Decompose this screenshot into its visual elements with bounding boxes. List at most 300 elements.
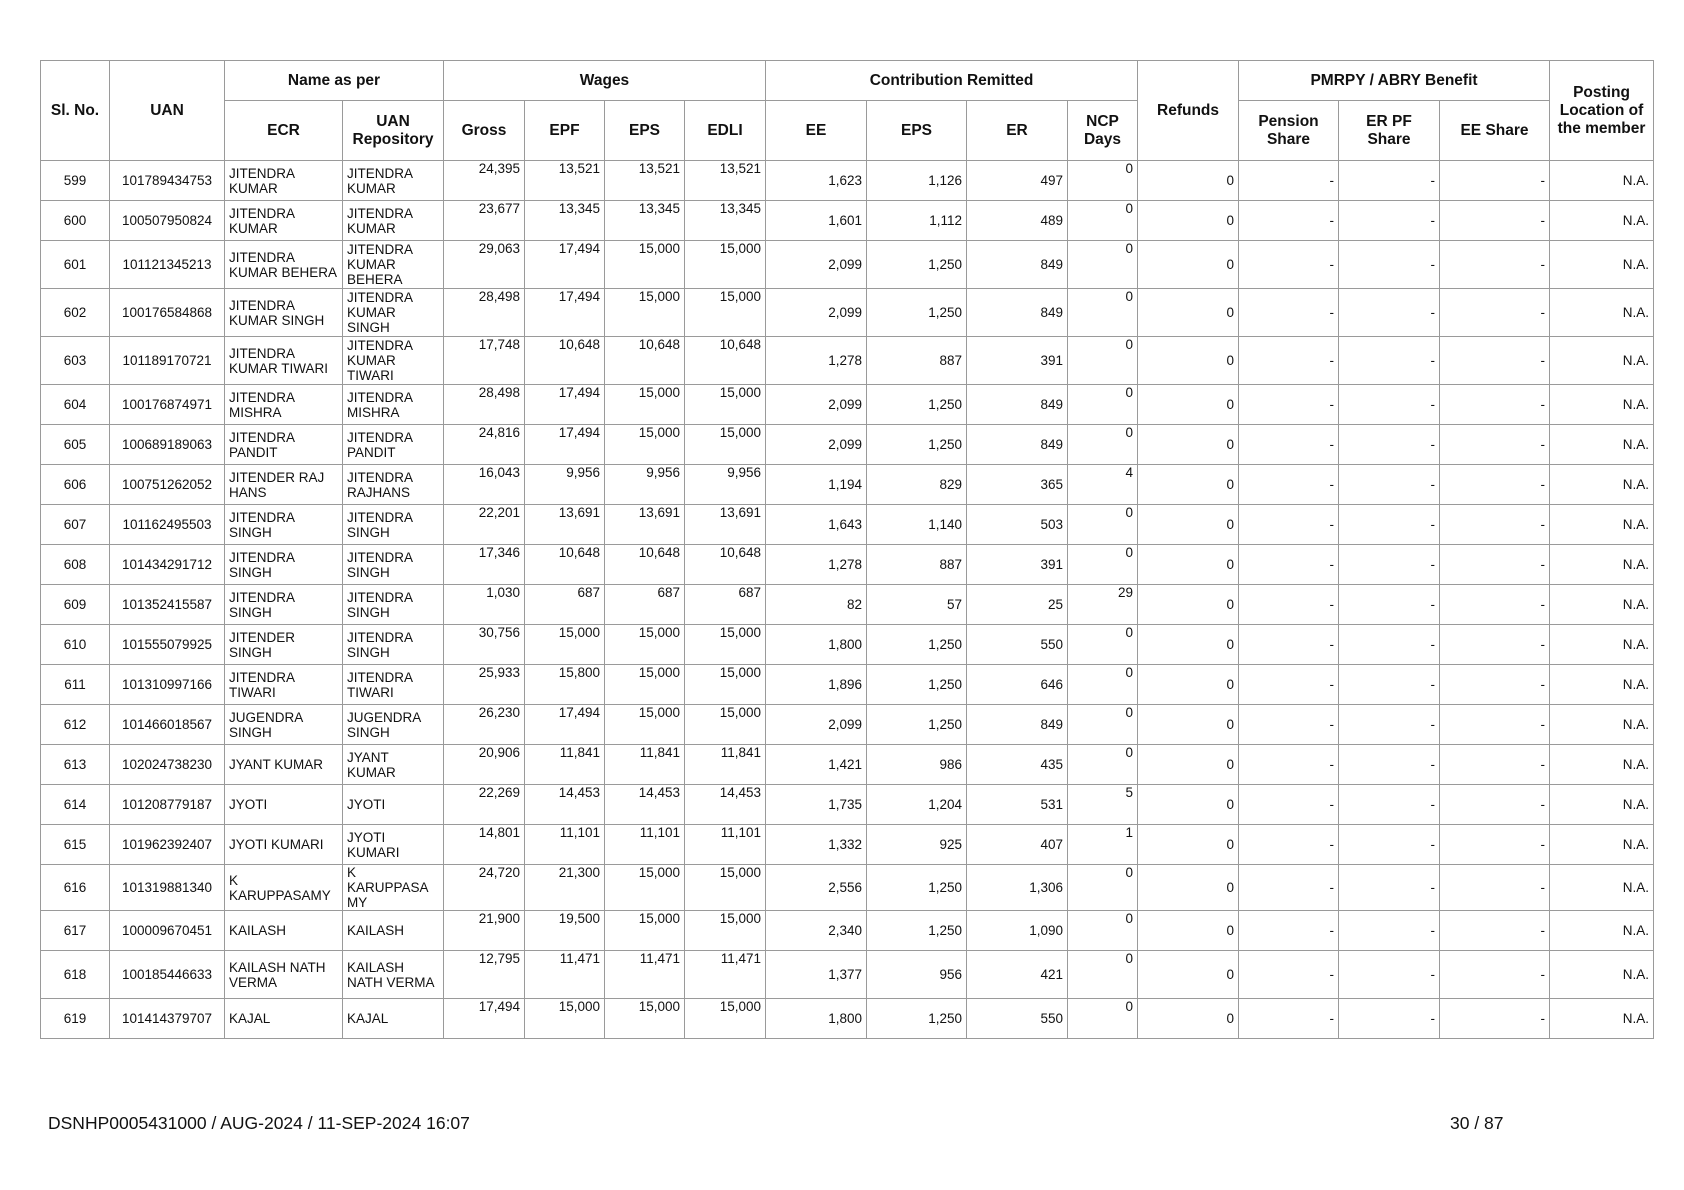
- gross-cell: 16,043: [444, 465, 525, 505]
- ee-share-cell: -: [1440, 465, 1550, 505]
- epf-cell: 21,300: [525, 865, 605, 911]
- ncp-days-cell: 0: [1068, 505, 1138, 545]
- refunds-cell: 0: [1138, 911, 1239, 951]
- epf-cell: 11,471: [525, 951, 605, 999]
- ncp-days-cell: 0: [1068, 161, 1138, 201]
- gross-cell: 23,677: [444, 201, 525, 241]
- refunds-cell: 0: [1138, 825, 1239, 865]
- epf-cell: 15,000: [525, 625, 605, 665]
- gross-cell: 17,748: [444, 337, 525, 385]
- uan-repository-name-cell: JITENDRA KUMAR TIWARI: [343, 337, 444, 385]
- edli-cell: 15,000: [685, 385, 766, 425]
- posting-location-cell: N.A.: [1550, 585, 1654, 625]
- ncp-days-cell: 0: [1068, 865, 1138, 911]
- contribution-table: [40, 60, 1654, 1039]
- edli-cell: 10,648: [685, 337, 766, 385]
- er-pf-share-cell: -: [1339, 425, 1440, 465]
- posting-location-cell: N.A.: [1550, 785, 1654, 825]
- er-cell: 365: [967, 465, 1068, 505]
- pension-share-cell: -: [1239, 201, 1339, 241]
- ee-cell: 1,800: [766, 999, 867, 1039]
- document-reference: DSNHP0005431000 / AUG-2024 / 11-SEP-2024 16:07: [48, 1113, 470, 1133]
- table-row: [41, 705, 1654, 745]
- uan-cell: 101319881340: [110, 865, 225, 911]
- ncp-days-cell: 0: [1068, 911, 1138, 951]
- ecr-name-cell: JUGENDRA SINGH: [225, 705, 343, 745]
- epf-cell: 17,494: [525, 425, 605, 465]
- posting-location-cell: N.A.: [1550, 289, 1654, 337]
- uan-repository-name-cell: JITENDRA SINGH: [343, 505, 444, 545]
- ecr-name-cell: KAILASH NATH VERMA: [225, 951, 343, 999]
- refunds-cell: 0: [1138, 865, 1239, 911]
- eps-cell: 15,000: [605, 705, 685, 745]
- uan-cell: 100507950824: [110, 201, 225, 241]
- pension-share-cell: -: [1239, 705, 1339, 745]
- edli-cell: 15,000: [685, 665, 766, 705]
- uan-cell: 101208779187: [110, 785, 225, 825]
- pension-share-cell: -: [1239, 999, 1339, 1039]
- posting-location-cell: N.A.: [1550, 465, 1654, 505]
- ecr-name-cell: JYOTI KUMARI: [225, 825, 343, 865]
- er-pf-share-cell: -: [1339, 161, 1440, 201]
- uan-repository-name-cell: JYOTI KUMARI: [343, 825, 444, 865]
- contribution-eps-cell: 1,126: [867, 161, 967, 201]
- gross-cell: 14,801: [444, 825, 525, 865]
- posting-location-cell: N.A.: [1550, 201, 1654, 241]
- ee-cell: 2,099: [766, 385, 867, 425]
- ncp-days-cell: 0: [1068, 289, 1138, 337]
- header-eps: EPS: [605, 101, 685, 161]
- ee-cell: 82: [766, 585, 867, 625]
- contribution-eps-cell: 956: [867, 951, 967, 999]
- edli-cell: 11,841: [685, 745, 766, 785]
- ecr-name-cell: JITENDRA KUMAR: [225, 201, 343, 241]
- ee-share-cell: -: [1440, 785, 1550, 825]
- ncp-days-cell: 0: [1068, 385, 1138, 425]
- uan-repository-name-cell: JITENDRA KUMAR: [343, 201, 444, 241]
- er-pf-share-cell: -: [1339, 951, 1440, 999]
- epf-cell: 14,453: [525, 785, 605, 825]
- posting-location-cell: N.A.: [1550, 825, 1654, 865]
- er-pf-share-cell: -: [1339, 337, 1440, 385]
- uan-cell: 101162495503: [110, 505, 225, 545]
- er-pf-share-cell: -: [1339, 745, 1440, 785]
- ecr-name-cell: JITENDRA KUMAR BEHERA: [225, 241, 343, 289]
- uan-repository-name-cell: JITENDRA SINGH: [343, 545, 444, 585]
- sl-no-cell: 603: [41, 337, 110, 385]
- posting-location-cell: N.A.: [1550, 705, 1654, 745]
- uan-cell: 101189170721: [110, 337, 225, 385]
- er-cell: 646: [967, 665, 1068, 705]
- eps-cell: 15,000: [605, 665, 685, 705]
- epf-cell: 11,101: [525, 825, 605, 865]
- ncp-days-cell: 0: [1068, 545, 1138, 585]
- header-epf: EPF: [525, 101, 605, 161]
- er-pf-share-cell: -: [1339, 865, 1440, 911]
- pension-share-cell: -: [1239, 545, 1339, 585]
- pension-share-cell: -: [1239, 785, 1339, 825]
- ee-share-cell: -: [1440, 825, 1550, 865]
- er-pf-share-cell: -: [1339, 201, 1440, 241]
- ee-cell: 2,556: [766, 865, 867, 911]
- epf-cell: 15,000: [525, 999, 605, 1039]
- contribution-eps-cell: 1,250: [867, 289, 967, 337]
- uan-repository-name-cell: JITENDRA SINGH: [343, 585, 444, 625]
- edli-cell: 15,000: [685, 425, 766, 465]
- ee-cell: 2,099: [766, 289, 867, 337]
- uan-repository-name-cell: JITENDRA RAJHANS: [343, 465, 444, 505]
- uan-cell: 101121345213: [110, 241, 225, 289]
- contribution-eps-cell: 1,250: [867, 705, 967, 745]
- ee-cell: 1,800: [766, 625, 867, 665]
- er-cell: 550: [967, 625, 1068, 665]
- table-row: [41, 289, 1654, 337]
- refunds-cell: 0: [1138, 241, 1239, 289]
- uan-cell: 100176874971: [110, 385, 225, 425]
- gross-cell: 22,269: [444, 785, 525, 825]
- table-row: [41, 745, 1654, 785]
- header-uan-repository: UAN Repository: [343, 101, 444, 161]
- gross-cell: 17,346: [444, 545, 525, 585]
- sl-no-cell: 605: [41, 425, 110, 465]
- header-ncp-days: NCP Days: [1068, 101, 1138, 161]
- header-uan: UAN: [110, 61, 225, 161]
- ecr-name-cell: JITENDRA TIWARI: [225, 665, 343, 705]
- header-name-as-per: Name as per: [225, 61, 444, 101]
- uan-repository-name-cell: K KARUPPASA MY: [343, 865, 444, 911]
- er-pf-share-cell: -: [1339, 665, 1440, 705]
- er-pf-share-cell: -: [1339, 705, 1440, 745]
- header-ecr: ECR: [225, 101, 343, 161]
- er-pf-share-cell: -: [1339, 545, 1440, 585]
- sl-no-cell: 612: [41, 705, 110, 745]
- header-posting-location: Posting Location of the member: [1550, 61, 1654, 161]
- table-row: [41, 951, 1654, 999]
- edli-cell: 15,000: [685, 241, 766, 289]
- gross-cell: 20,906: [444, 745, 525, 785]
- sl-no-cell: 613: [41, 745, 110, 785]
- er-pf-share-cell: -: [1339, 465, 1440, 505]
- uan-repository-name-cell: JITENDRA PANDIT: [343, 425, 444, 465]
- ncp-days-cell: 0: [1068, 665, 1138, 705]
- er-cell: 849: [967, 385, 1068, 425]
- epf-cell: 17,494: [525, 289, 605, 337]
- posting-location-cell: N.A.: [1550, 951, 1654, 999]
- eps-cell: 14,453: [605, 785, 685, 825]
- eps-cell: 10,648: [605, 545, 685, 585]
- edli-cell: 15,000: [685, 911, 766, 951]
- ecr-name-cell: JITENDRA SINGH: [225, 505, 343, 545]
- posting-location-cell: N.A.: [1550, 545, 1654, 585]
- uan-cell: 101310997166: [110, 665, 225, 705]
- uan-cell: 101962392407: [110, 825, 225, 865]
- ee-cell: 1,421: [766, 745, 867, 785]
- sl-no-cell: 616: [41, 865, 110, 911]
- contribution-eps-cell: 1,250: [867, 999, 967, 1039]
- header-er: ER: [967, 101, 1068, 161]
- ncp-days-cell: 0: [1068, 425, 1138, 465]
- contribution-eps-cell: 1,250: [867, 241, 967, 289]
- ncp-days-cell: 0: [1068, 201, 1138, 241]
- ecr-name-cell: JITENDRA PANDIT: [225, 425, 343, 465]
- eps-cell: 15,000: [605, 625, 685, 665]
- pension-share-cell: -: [1239, 745, 1339, 785]
- gross-cell: 25,933: [444, 665, 525, 705]
- edli-cell: 11,471: [685, 951, 766, 999]
- uan-repository-name-cell: JITENDRA SINGH: [343, 625, 444, 665]
- pension-share-cell: -: [1239, 337, 1339, 385]
- pension-share-cell: -: [1239, 241, 1339, 289]
- contribution-eps-cell: 1,250: [867, 665, 967, 705]
- edli-cell: 13,521: [685, 161, 766, 201]
- ee-share-cell: -: [1440, 705, 1550, 745]
- epf-cell: 10,648: [525, 337, 605, 385]
- table-row: [41, 385, 1654, 425]
- epf-cell: 687: [525, 585, 605, 625]
- eps-cell: 15,000: [605, 385, 685, 425]
- gross-cell: 28,498: [444, 385, 525, 425]
- contribution-eps-cell: 1,250: [867, 911, 967, 951]
- edli-cell: 10,648: [685, 545, 766, 585]
- page-number: 30 / 87: [1450, 1113, 1504, 1133]
- ee-cell: 2,099: [766, 425, 867, 465]
- header-sl-no: Sl. No.: [41, 61, 110, 161]
- gross-cell: 24,816: [444, 425, 525, 465]
- er-cell: 849: [967, 705, 1068, 745]
- contribution-eps-cell: 887: [867, 545, 967, 585]
- sl-no-cell: 614: [41, 785, 110, 825]
- sl-no-cell: 617: [41, 911, 110, 951]
- epf-cell: 15,800: [525, 665, 605, 705]
- eps-cell: 9,956: [605, 465, 685, 505]
- ee-share-cell: -: [1440, 241, 1550, 289]
- epf-cell: 17,494: [525, 241, 605, 289]
- gross-cell: 28,498: [444, 289, 525, 337]
- pension-share-cell: -: [1239, 505, 1339, 545]
- gross-cell: 17,494: [444, 999, 525, 1039]
- ee-cell: 1,377: [766, 951, 867, 999]
- gross-cell: 21,900: [444, 911, 525, 951]
- uan-repository-name-cell: JITENDRA KUMAR SINGH: [343, 289, 444, 337]
- uan-repository-name-cell: KAJAL: [343, 999, 444, 1039]
- er-cell: 407: [967, 825, 1068, 865]
- er-pf-share-cell: -: [1339, 505, 1440, 545]
- er-cell: 550: [967, 999, 1068, 1039]
- ee-cell: 1,643: [766, 505, 867, 545]
- table-row: [41, 825, 1654, 865]
- uan-cell: 101555079925: [110, 625, 225, 665]
- posting-location-cell: N.A.: [1550, 161, 1654, 201]
- gross-cell: 22,201: [444, 505, 525, 545]
- ee-share-cell: -: [1440, 625, 1550, 665]
- uan-repository-name-cell: JYANT KUMAR: [343, 745, 444, 785]
- contribution-eps-cell: 1,204: [867, 785, 967, 825]
- pension-share-cell: -: [1239, 425, 1339, 465]
- table-body: [41, 161, 1654, 1039]
- eps-cell: 15,000: [605, 241, 685, 289]
- er-cell: 849: [967, 241, 1068, 289]
- ee-share-cell: -: [1440, 745, 1550, 785]
- ncp-days-cell: 0: [1068, 745, 1138, 785]
- uan-repository-name-cell: JYOTI: [343, 785, 444, 825]
- edli-cell: 9,956: [685, 465, 766, 505]
- ecr-name-cell: KAILASH: [225, 911, 343, 951]
- ee-share-cell: -: [1440, 545, 1550, 585]
- header-edli: EDLI: [685, 101, 766, 161]
- ee-cell: 1,735: [766, 785, 867, 825]
- contribution-eps-cell: 1,250: [867, 625, 967, 665]
- uan-cell: 101352415587: [110, 585, 225, 625]
- gross-cell: 1,030: [444, 585, 525, 625]
- refunds-cell: 0: [1138, 999, 1239, 1039]
- edli-cell: 15,000: [685, 625, 766, 665]
- posting-location-cell: N.A.: [1550, 505, 1654, 545]
- header-wages: Wages: [444, 61, 766, 101]
- table-row: [41, 785, 1654, 825]
- refunds-cell: 0: [1138, 705, 1239, 745]
- er-cell: 391: [967, 337, 1068, 385]
- er-cell: 435: [967, 745, 1068, 785]
- posting-location-cell: N.A.: [1550, 911, 1654, 951]
- uan-cell: 101789434753: [110, 161, 225, 201]
- table-row: [41, 505, 1654, 545]
- refunds-cell: 0: [1138, 465, 1239, 505]
- epf-cell: 11,841: [525, 745, 605, 785]
- pension-share-cell: -: [1239, 465, 1339, 505]
- ecr-name-cell: JITENDER RAJ HANS: [225, 465, 343, 505]
- gross-cell: 24,720: [444, 865, 525, 911]
- er-cell: 1,306: [967, 865, 1068, 911]
- refunds-cell: 0: [1138, 385, 1239, 425]
- table-row: [41, 337, 1654, 385]
- uan-repository-name-cell: JITENDRA KUMAR: [343, 161, 444, 201]
- er-pf-share-cell: -: [1339, 911, 1440, 951]
- pension-share-cell: -: [1239, 385, 1339, 425]
- edli-cell: 15,000: [685, 705, 766, 745]
- gross-cell: 26,230: [444, 705, 525, 745]
- ncp-days-cell: 5: [1068, 785, 1138, 825]
- uan-cell: 100689189063: [110, 425, 225, 465]
- uan-cell: 101466018567: [110, 705, 225, 745]
- er-pf-share-cell: -: [1339, 999, 1440, 1039]
- er-cell: 25: [967, 585, 1068, 625]
- epf-cell: 13,691: [525, 505, 605, 545]
- contribution-eps-cell: 57: [867, 585, 967, 625]
- sl-no-cell: 615: [41, 825, 110, 865]
- er-cell: 531: [967, 785, 1068, 825]
- refunds-cell: 0: [1138, 625, 1239, 665]
- ee-cell: 2,099: [766, 705, 867, 745]
- header-contribution-eps: EPS: [867, 101, 967, 161]
- edli-cell: 13,691: [685, 505, 766, 545]
- posting-location-cell: N.A.: [1550, 665, 1654, 705]
- refunds-cell: 0: [1138, 585, 1239, 625]
- table-row: [41, 465, 1654, 505]
- er-pf-share-cell: -: [1339, 241, 1440, 289]
- table-row: [41, 585, 1654, 625]
- ee-share-cell: -: [1440, 425, 1550, 465]
- eps-cell: 11,471: [605, 951, 685, 999]
- epf-cell: 10,648: [525, 545, 605, 585]
- eps-cell: 10,648: [605, 337, 685, 385]
- refunds-cell: 0: [1138, 161, 1239, 201]
- eps-cell: 13,691: [605, 505, 685, 545]
- sl-no-cell: 608: [41, 545, 110, 585]
- eps-cell: 15,000: [605, 865, 685, 911]
- contribution-eps-cell: 1,250: [867, 385, 967, 425]
- ee-share-cell: -: [1440, 999, 1550, 1039]
- ncp-days-cell: 4: [1068, 465, 1138, 505]
- table-row: [41, 425, 1654, 465]
- sl-no-cell: 604: [41, 385, 110, 425]
- ee-share-cell: -: [1440, 911, 1550, 951]
- ecr-name-cell: JITENDRA KUMAR SINGH: [225, 289, 343, 337]
- ee-cell: 2,099: [766, 241, 867, 289]
- ee-share-cell: -: [1440, 201, 1550, 241]
- er-cell: 421: [967, 951, 1068, 999]
- table-row: [41, 625, 1654, 665]
- contribution-eps-cell: 1,250: [867, 865, 967, 911]
- ee-cell: 1,623: [766, 161, 867, 201]
- pension-share-cell: -: [1239, 825, 1339, 865]
- header-gross: Gross: [444, 101, 525, 161]
- ee-cell: 1,896: [766, 665, 867, 705]
- posting-location-cell: N.A.: [1550, 865, 1654, 911]
- table-row: [41, 545, 1654, 585]
- pension-share-cell: -: [1239, 585, 1339, 625]
- pension-share-cell: -: [1239, 911, 1339, 951]
- sl-no-cell: 607: [41, 505, 110, 545]
- edli-cell: 15,000: [685, 865, 766, 911]
- ee-cell: 2,340: [766, 911, 867, 951]
- ncp-days-cell: 0: [1068, 951, 1138, 999]
- edli-cell: 15,000: [685, 999, 766, 1039]
- ee-cell: 1,194: [766, 465, 867, 505]
- ncp-days-cell: 29: [1068, 585, 1138, 625]
- er-cell: 489: [967, 201, 1068, 241]
- contribution-eps-cell: 1,112: [867, 201, 967, 241]
- er-cell: 1,090: [967, 911, 1068, 951]
- ee-share-cell: -: [1440, 337, 1550, 385]
- pension-share-cell: -: [1239, 161, 1339, 201]
- epf-cell: 13,345: [525, 201, 605, 241]
- uan-cell: 100185446633: [110, 951, 225, 999]
- uan-repository-name-cell: KAILASH NATH VERMA: [343, 951, 444, 999]
- table-row: [41, 911, 1654, 951]
- gross-cell: 24,395: [444, 161, 525, 201]
- gross-cell: 30,756: [444, 625, 525, 665]
- table-row: [41, 241, 1654, 289]
- uan-cell: 100751262052: [110, 465, 225, 505]
- ee-share-cell: -: [1440, 505, 1550, 545]
- sl-no-cell: 599: [41, 161, 110, 201]
- ee-cell: 1,601: [766, 201, 867, 241]
- ee-share-cell: -: [1440, 865, 1550, 911]
- ee-share-cell: -: [1440, 665, 1550, 705]
- ecr-name-cell: JITENDER SINGH: [225, 625, 343, 665]
- refunds-cell: 0: [1138, 951, 1239, 999]
- contribution-eps-cell: 986: [867, 745, 967, 785]
- table-row: [41, 201, 1654, 241]
- ncp-days-cell: 0: [1068, 337, 1138, 385]
- pension-share-cell: -: [1239, 625, 1339, 665]
- posting-location-cell: N.A.: [1550, 745, 1654, 785]
- edli-cell: 14,453: [685, 785, 766, 825]
- pension-share-cell: -: [1239, 865, 1339, 911]
- sl-no-cell: 618: [41, 951, 110, 999]
- er-cell: 391: [967, 545, 1068, 585]
- posting-location-cell: N.A.: [1550, 625, 1654, 665]
